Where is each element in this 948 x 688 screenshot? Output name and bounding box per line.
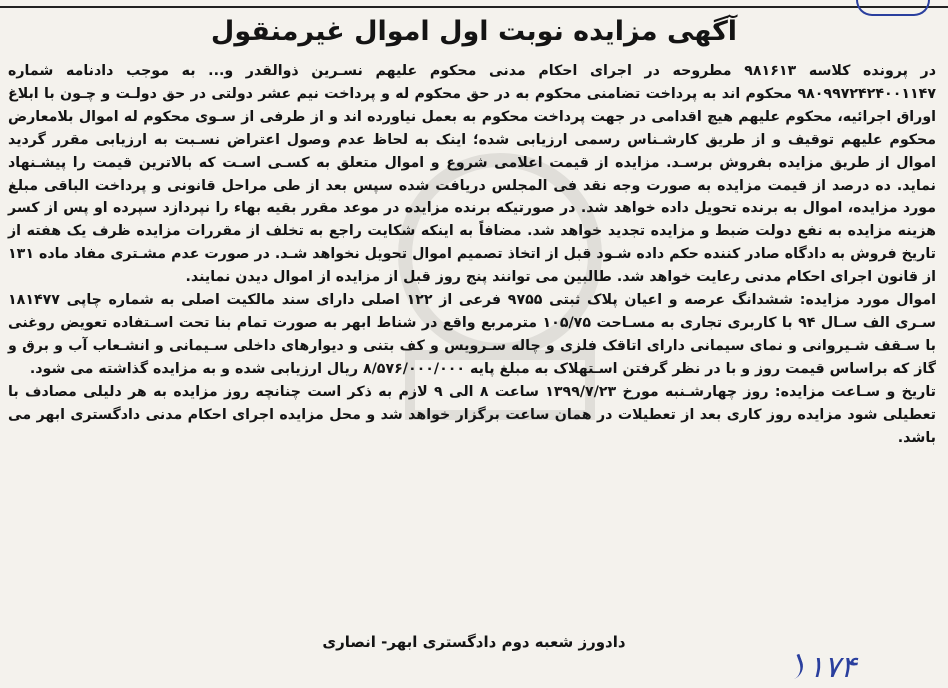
notice-signature: دادورز شعبه دوم دادگستری ابهر- انصاری [322,633,626,651]
property-label: اموال مورد مزایده: [799,292,937,309]
property-paragraph [8,289,936,381]
handwritten-number: ۱۷۴ [808,650,857,685]
notice-body [8,60,936,449]
datetime-paragraph [8,381,936,450]
property-text: ششدانگ عرصه و اعیان پلاک ثبتی ۹۷۵۵ فرعی از ۱۲۲ اصلی دارای سند مالکیت اصلی به شماره چاپی ۱۸۱۴۷۷ سـری الف سـال ۹۴ با کاربری تجاری به مسـاحت ۱۰۵/۷۵ مترمربع واقع در شناط ابهر به صورت تمام بنا تحت اسـتفاده تعویض روغنی با سـقف شـیروانی و نمای سیمانی دارای اتاقک فلزی و چاله سـرویس و کف بتنی و دیوارهای داخلی سـیمانی و انشـعاب آب و برق و گاز که براساس قیمت روز و با در نظر گرفتن اسـتهلاک به مبلغ پایه ۸/۵۷۶/۰۰۰/۰۰۰ ریال ارزیابی شده و به مزایده گذاشته می شود. [8,292,936,377]
datetime-text: روز چهارشـنبه مورخ ۱۳۹۹/۷/۲۳ ساعت ۸ الی ۹ لازم به ذکر است چنانچه روز مزایده به هر دلیلی مصادف با تعطیلی شود مزایده روز کاری بعد از تعطیلات در همان ساعت برگزار خواهد شد و محل مزایده اجرای احکام مدنی دادگستری ابهر می باشد. [8,383,936,446]
top-rule [0,6,948,8]
handwritten-tick [772,654,807,685]
notice-intro: در پرونده کلاسه ۹۸۱۶۱۳ مطروحه در اجرای احکام مدنی محکوم علیهم نسـرین ذوالقدر و... به موجب دادنامه شماره ۹۸۰۹۹۷۲۴۲۴۰۰۱۱۴۷ محکوم اند به پرداخت تضامنی محکوم به در حق محکوم له و پرداخت نیم عشر دولتی در حق دولـت و چـون با ابلاغ اوراق اجرائیه، محکوم علیهم هیچ اقدامی در جهت پرداخت محکوم به بعمل نیاورده اند و از طرفی از سـوی محکوم له اموال بلامعارض محکوم علیهم توقیف و از طریق کارشـناس رسمی ارزیابی شده؛ اینک به لحاظ عدم وصول اعتراض نسـبت به ارزیابی مقرر گردید اموال از طریق مزایده بفروش برسـد. مزایده از قیمت اعلامی شروع و اموال متعلق به کسـی اسـت که بالاترین قیمت را پیشـنهاد نماید. ده درصد از قیمت مزایده به صورت وجه نقد فی المجلس دریافت شده سپس بعد از طی مراحل قانونی و پرداخت الباقی مبلغ مورد مزایده، اموال به برنده تحویل داده خواهد شد. در صورتیکه برنده مزایده در موعد مقرر بقیه بهاء را نپردازد سپرده او پس از کسر هزینه مزایده به نفع دولت ضبط و مزایده تجدید خواهد شد. مضافاً به اینکه شکایت راجع به تخلف از مقررات مزایده ظرف یک هفته از تاریخ فروش به دادگاه صادر کننده حکم داده شـود قبل از اتخاذ تصمیم اموال تحویل نخواهد شـد. در صورت عدم مشـتری مفاد ماده ۱۳۱ از قانون اجرای احکام مدنی رعایت خواهد شد. طالبین می توانند پنج روز قبل از مزایده از اموال دیدن نمایند. [8,63,936,286]
datetime-label: تاریخ و سـاعت مزایده: [774,383,936,400]
notice-headline: آگهی مزایده نوبت اول اموال غیرمنقول [210,16,738,47]
